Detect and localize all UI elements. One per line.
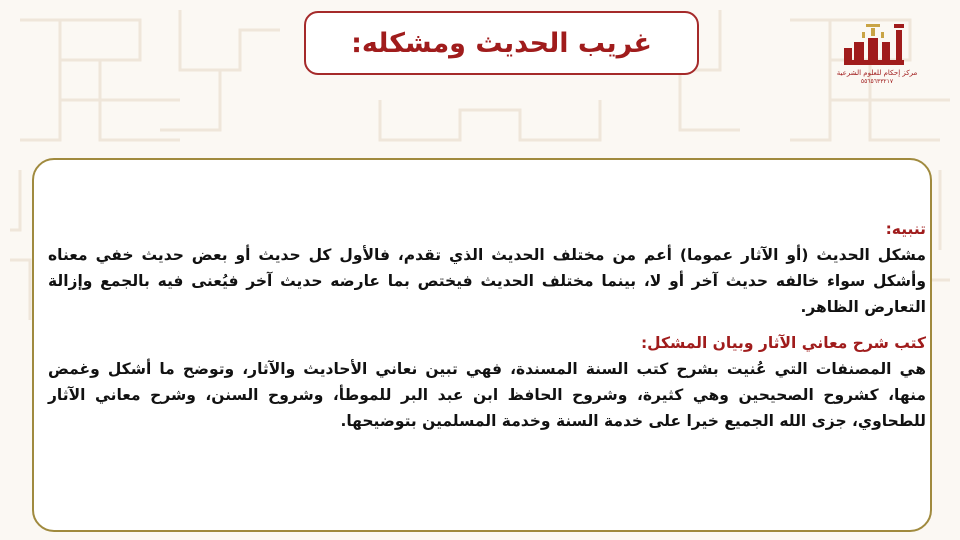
logo <box>838 24 916 94</box>
logo-number: ٥٥٦٥٦٣٣٢١٧ <box>860 78 894 85</box>
section-body-note: مشكل الحديث (أو الآثار عموما) أعم من مختلف الحديث الذي تقدم، فالأول كل حديث أو بعض حديث خفي معناه وأشكل سواء خالفه حديث آخر أو لا، بينما مختلف الحديث فيختص بما عارضه حديث آخر فيُعنى فيه بالجمع وإزالة التعارض الظاهر. <box>48 246 926 316</box>
section-heading-books: كتب شرح معاني الآثار وبيان المشكل: <box>640 334 926 352</box>
section-body-books: هي المصنفات التي عُنيت بشرح كتب السنة المسندة، فهي تبين نعاني الأحاديث والآثار، وتوضح ما أشكل وغمض منها، كشروح الصحيحين وهي كثيرة، وشروح الحافظ ابن عبد البر للموطأ، وشروح السنن، وشرح معاني الآثار للطحاوي، جزى الله الجميع خيرا على خدمة السنة وخدمة المسلمين بتوضيحها. <box>48 360 926 430</box>
content-text <box>48 216 926 434</box>
ihkam-logo-icon <box>842 24 912 68</box>
title-box <box>304 11 699 75</box>
page-title: غريب الحديث ومشكله: <box>351 27 652 59</box>
logo-tagline: مركز إحكام للعلوم الشرعية <box>836 69 918 77</box>
section-heading-note: تنبيه: <box>885 220 926 238</box>
